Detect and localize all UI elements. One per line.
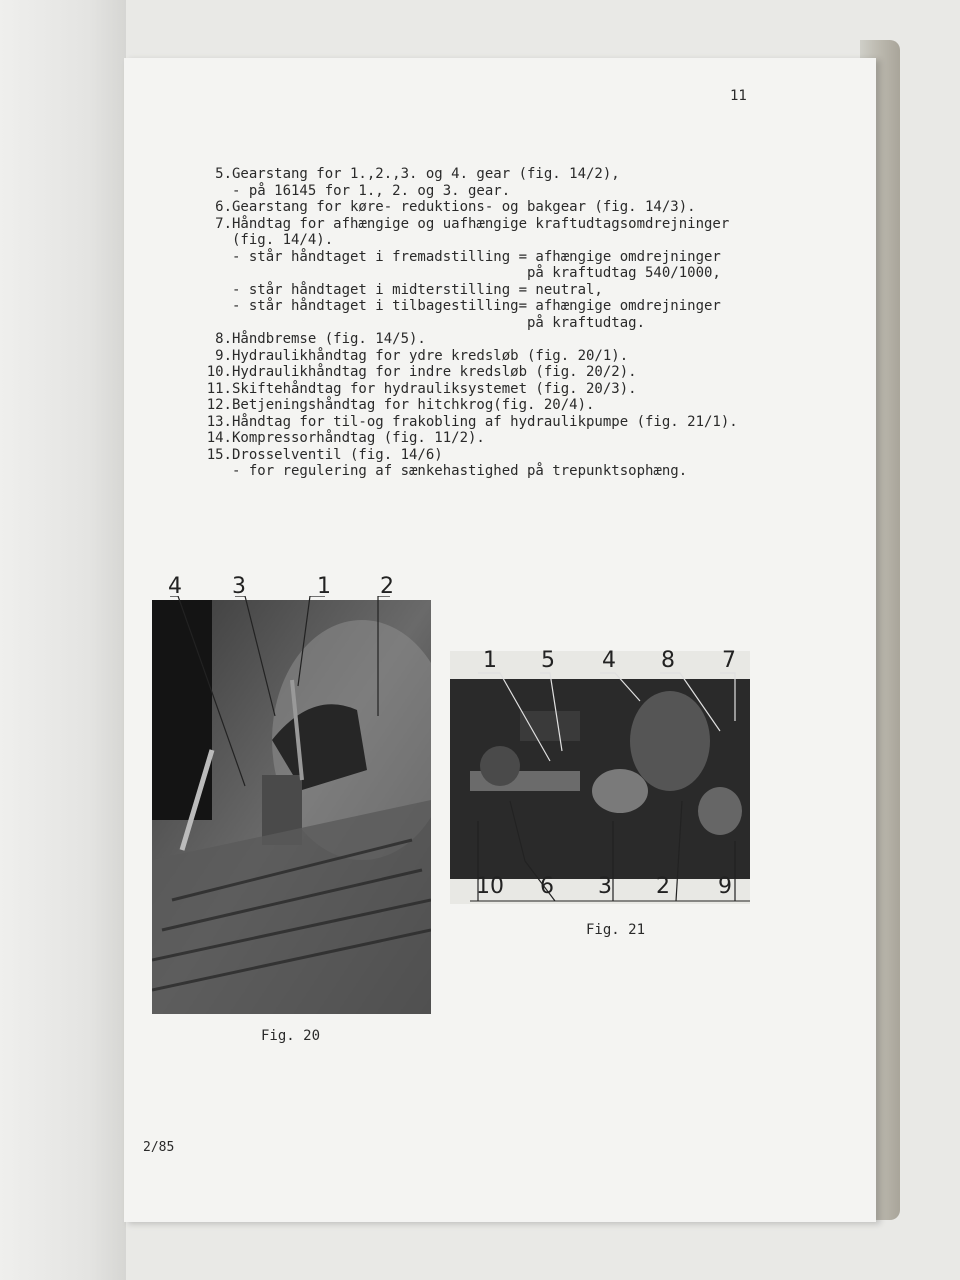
fig20-callout-4: 4 xyxy=(168,574,182,599)
list-item-text: Gearstang for køre- reduktions- og bakgear (fig. 14/3). xyxy=(232,199,696,215)
list-item xyxy=(195,249,755,266)
list-item-number: 11. xyxy=(206,380,232,397)
list-item xyxy=(195,414,755,431)
fig20-callout-1: 1 xyxy=(317,574,331,599)
list-item xyxy=(195,216,755,233)
list-item xyxy=(195,298,755,315)
list-item xyxy=(195,430,755,447)
list-item xyxy=(195,199,755,216)
list-item-text: på kraftudtag 540/1000, xyxy=(232,265,721,281)
fig21-callout-10: 10 xyxy=(476,874,504,899)
list-item xyxy=(195,364,755,381)
list-item-number: 6. xyxy=(215,199,232,215)
list-item xyxy=(195,447,755,464)
fig21-callout-4: 4 xyxy=(602,648,616,673)
list-item-number xyxy=(195,232,232,249)
controls-list xyxy=(195,166,755,480)
list-item xyxy=(195,331,755,348)
list-item-number xyxy=(195,249,232,266)
list-item-number: 13. xyxy=(206,413,232,430)
list-item-number: 8. xyxy=(215,331,232,347)
list-item xyxy=(195,315,755,332)
list-item-number xyxy=(195,282,232,299)
list-item-text: Drosselventil (fig. 14/6) xyxy=(232,446,443,463)
fig21-callout-9: 9 xyxy=(718,874,732,899)
list-item xyxy=(195,265,755,282)
fig21-callout-8: 8 xyxy=(661,648,675,673)
list-item-number: 7. xyxy=(215,215,232,232)
list-item-text: Kompressorhåndtag (fig. 11/2). xyxy=(232,430,485,446)
fig21-callout-5: 5 xyxy=(541,648,555,673)
list-item-text: Hydraulikhåndtag for indre kredsløb (fig. 20/2). xyxy=(232,364,637,380)
fig20-callout-2: 2 xyxy=(380,574,394,599)
fig21-callout-7: 7 xyxy=(722,648,736,673)
list-item-text: - for regulering af sænkehastighed på trepunktsophæng. xyxy=(232,463,688,479)
list-item-number xyxy=(195,315,232,332)
list-item-text: Håndtag for afhængige og uafhængige kraftudtagsomdrejninger xyxy=(232,215,730,232)
list-item xyxy=(195,348,755,365)
fig21-leader-lines xyxy=(450,651,750,904)
list-item xyxy=(195,397,755,414)
list-item xyxy=(195,381,755,398)
fig20-leader-lines xyxy=(150,596,440,856)
list-item-text: Håndtag for til-og frakobling af hydraulikpumpe (fig. 21/1). xyxy=(232,413,738,430)
page-number: 11 xyxy=(730,88,747,104)
list-item-text: (fig. 14/4). xyxy=(232,232,334,248)
list-item xyxy=(195,232,755,249)
footer-code: 2/85 xyxy=(143,1140,175,1155)
list-item xyxy=(195,166,755,183)
list-item-text: Gearstang for 1.,2.,3. og 4. gear (fig. 14/2), xyxy=(232,166,620,182)
list-item-number: 15. xyxy=(206,446,232,463)
list-item-text: på kraftudtag. xyxy=(232,314,646,331)
list-item xyxy=(195,183,755,200)
list-item xyxy=(195,463,755,480)
fig21-callout-1: 1 xyxy=(483,648,497,673)
list-item-text: - står håndtaget i tilbagestilling= afhængige omdrejninger xyxy=(232,298,721,314)
list-item-number: 5. xyxy=(215,166,232,182)
list-item-text: - står håndtaget i fremadstilling = afhængige omdrejninger xyxy=(232,248,721,265)
fig20-caption: Fig. 20 xyxy=(261,1028,321,1044)
list-item-number: 10. xyxy=(206,364,232,380)
list-item-text: - står håndtaget i midterstilling = neutral, xyxy=(232,281,603,298)
fig21-callout-6: 6 xyxy=(540,874,554,899)
list-item-text: Betjeningshåndtag for hitchkrog(fig. 20/4). xyxy=(232,397,595,413)
fig21-callout-2: 2 xyxy=(656,874,670,899)
list-item-text: Hydraulikhåndtag for ydre kredsløb (fig. 20/1). xyxy=(232,347,629,364)
list-item-text: Skiftehåndtag for hydrauliksystemet (fig. 20/3). xyxy=(232,380,637,397)
list-item-number: 12. xyxy=(206,397,232,413)
list-item-number xyxy=(195,265,232,282)
list-item-text: - på 16145 for 1., 2. og 3. gear. xyxy=(232,182,511,199)
list-item-number: 9. xyxy=(215,347,232,364)
list-item-number xyxy=(195,298,232,315)
left-facing-page xyxy=(0,0,126,1280)
list-item-number xyxy=(195,463,232,480)
fig20-callout-3: 3 xyxy=(232,574,246,599)
list-item xyxy=(195,282,755,299)
list-item-text: Håndbremse (fig. 14/5). xyxy=(232,331,426,347)
fig21-caption: Fig. 21 xyxy=(586,922,646,938)
list-item-number: 14. xyxy=(206,430,232,446)
fig21-callout-3: 3 xyxy=(598,874,612,899)
list-item-number xyxy=(195,183,232,200)
